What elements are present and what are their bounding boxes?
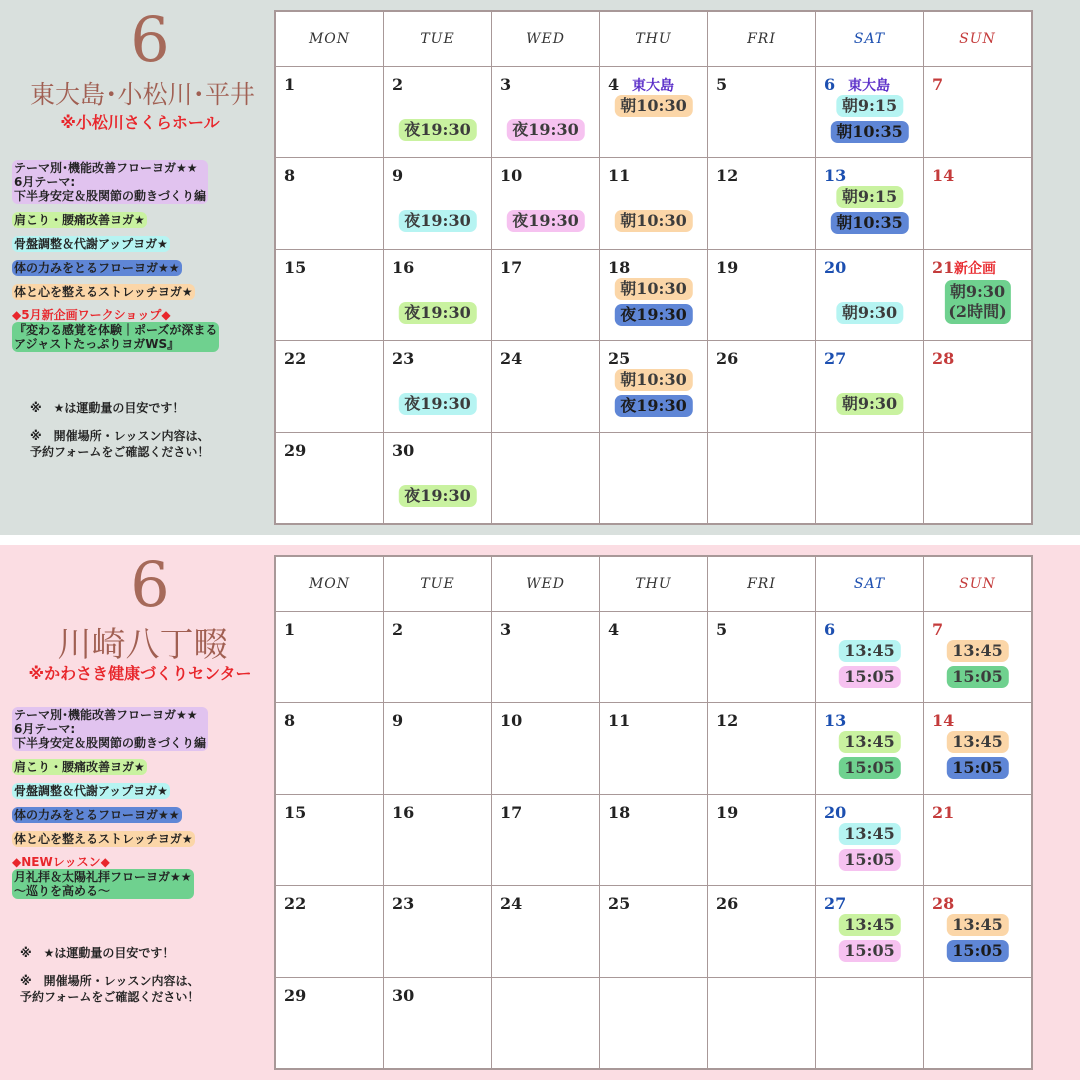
bottom-schedule-panel xyxy=(0,545,1080,1080)
day-number: 1 xyxy=(284,75,296,94)
day-number: 12 xyxy=(716,166,739,186)
weekday-sun: SUN xyxy=(924,557,1032,612)
top-place-name: 東大島･小松川･平井 xyxy=(29,80,255,109)
day-number: 29 xyxy=(284,985,307,1005)
calendar-day-cell xyxy=(816,612,924,703)
calendar-day-cell xyxy=(276,612,384,703)
lesson-time-badge[interactable]: 夜19:30 xyxy=(398,210,476,232)
legend-line: 6月テーマ: xyxy=(14,722,76,736)
bottom-legend xyxy=(0,545,275,1080)
calendar-day-cell xyxy=(708,886,816,977)
calendar-day-cell xyxy=(708,977,816,1068)
special-line: 『変わる感覚を体験｜ポーズが深まる xyxy=(14,323,218,337)
calendar-day-cell xyxy=(384,612,492,703)
legend-line: テーマ別･機能改善フローヨガ★★ xyxy=(14,161,198,175)
day-number: 15 xyxy=(284,257,307,277)
lesson-time-badge[interactable]: 15:05 xyxy=(838,757,900,779)
legend-line: 体の力みをとるフローヨガ★★ xyxy=(14,261,180,275)
day-number: 30 xyxy=(392,440,415,460)
calendar-day-cell xyxy=(492,886,600,977)
lesson-time-badge[interactable]: 15:05 xyxy=(946,757,1008,779)
day-number: 7 xyxy=(932,620,944,639)
calendar-day-cell xyxy=(708,703,816,794)
legend-line: 下半身安定＆股関節の動きづくり編 xyxy=(14,736,207,750)
day-number: 20 xyxy=(824,802,847,822)
top-notes xyxy=(30,400,275,472)
day-number: 4 xyxy=(608,75,620,94)
calendar-week-row xyxy=(276,703,1032,794)
legend-line: 肩こり・腰痛改善ヨガ★ xyxy=(14,760,145,774)
day-number: 11 xyxy=(608,711,631,731)
legend-highlight xyxy=(12,284,195,300)
weekday-sun: SUN xyxy=(924,12,1032,67)
calendar-week-row xyxy=(276,612,1032,703)
lesson-time-badge[interactable]: 15:05 xyxy=(946,940,1008,962)
weekday-header-row xyxy=(276,12,1032,67)
calendar-day-cell xyxy=(924,794,1032,885)
day-number: 17 xyxy=(500,802,523,822)
legend-highlight xyxy=(12,212,147,228)
calendar-day-cell xyxy=(816,341,924,432)
calendar-day-cell xyxy=(492,977,600,1068)
lesson-time-badge[interactable]: 13:45 xyxy=(946,914,1008,936)
day-number: 17 xyxy=(500,257,523,277)
legend-item xyxy=(12,160,274,204)
calendar-week-row xyxy=(276,977,1032,1068)
weekday-fri: FRI xyxy=(708,12,816,67)
day-number: 24 xyxy=(500,894,523,914)
calendar-day-cell xyxy=(384,67,492,158)
calendar-day-cell xyxy=(492,612,600,703)
day-number: 30 xyxy=(392,985,415,1005)
lesson-time-badge[interactable]: 朝9:15 xyxy=(836,186,903,208)
legend-line: 体と心を整えるストレッチヨガ★ xyxy=(14,832,193,846)
day-number: 14 xyxy=(932,711,955,731)
calendar-day-cell xyxy=(384,249,492,340)
day-number: 28 xyxy=(932,894,955,914)
location-tag: 東大島 xyxy=(632,78,674,94)
day-number: 8 xyxy=(284,166,296,186)
day-number: 12 xyxy=(716,711,739,731)
calendar-day-cell xyxy=(600,249,708,340)
calendar-week-row xyxy=(276,249,1032,340)
note-text: ※ 開催場所・レッスン内容は、 予約フォームをご確認ください！ xyxy=(30,429,210,459)
calendar-day-cell xyxy=(924,886,1032,977)
day-number: 29 xyxy=(284,440,307,460)
day-number: 18 xyxy=(608,257,631,277)
weekday-wed: WED xyxy=(492,12,600,67)
weekday-thu: THU xyxy=(600,557,708,612)
calendar-day-cell xyxy=(492,158,600,249)
day-number: 2 xyxy=(392,75,404,94)
day-number: 6 xyxy=(824,75,836,94)
lesson-time-badge[interactable]: 13:45 xyxy=(838,823,900,845)
day-number: 27 xyxy=(824,349,847,369)
day-number: 4 xyxy=(608,620,620,639)
day-number: 23 xyxy=(392,349,415,369)
special-line: 〜巡りを高める〜 xyxy=(14,884,111,898)
day-number: 20 xyxy=(824,257,847,277)
calendar-day-cell xyxy=(924,432,1032,523)
calendar-day-cell xyxy=(600,886,708,977)
calendar-day-cell xyxy=(600,67,708,158)
day-number: 27 xyxy=(824,894,847,914)
weekday-sat: SAT xyxy=(816,12,924,67)
legend-line: 体の力みをとるフローヨガ★★ xyxy=(14,808,180,822)
day-number: 3 xyxy=(500,620,512,639)
legend-item xyxy=(12,236,274,252)
calendar-day-cell xyxy=(600,158,708,249)
top-legend xyxy=(0,0,275,535)
calendar-day-cell xyxy=(492,432,600,523)
calendar-day-cell xyxy=(924,977,1032,1068)
calendar-day-cell xyxy=(492,703,600,794)
legend-line: 6月テーマ: xyxy=(14,175,76,189)
calendar-day-cell xyxy=(708,67,816,158)
lesson-time-badge[interactable]: 朝9:30 xyxy=(836,302,903,324)
day-number: 23 xyxy=(392,894,415,914)
day-number: 2 xyxy=(392,620,404,639)
calendar-day-cell xyxy=(924,158,1032,249)
lesson-time-text: 朝9:30 xyxy=(949,281,1006,301)
calendar-day-cell xyxy=(924,67,1032,158)
calendar-day-cell xyxy=(384,158,492,249)
special-title: ◆NEWレッスン◆ xyxy=(12,855,110,869)
day-number: 16 xyxy=(392,802,415,822)
top-legend-list xyxy=(12,160,274,360)
calendar-day-cell xyxy=(276,703,384,794)
lesson-time-badge[interactable]: 13:45 xyxy=(838,640,900,662)
special-highlight xyxy=(12,322,219,352)
legend-highlight xyxy=(12,236,170,252)
weekday-tue: TUE xyxy=(384,557,492,612)
calendar-day-cell xyxy=(492,67,600,158)
calendar-day-cell xyxy=(816,249,924,340)
day-number: 5 xyxy=(716,620,728,639)
calendar-day-cell xyxy=(816,432,924,523)
calendar-day-cell xyxy=(708,612,816,703)
note-text: ※ ★は運動量の目安です！ xyxy=(30,401,185,415)
lesson-time-badge[interactable]: 夜19:30 xyxy=(398,302,476,324)
special-item xyxy=(12,869,274,899)
calendar-day-cell xyxy=(816,158,924,249)
bottom-venue-name: ※かわさき健康づくりセンター xyxy=(28,664,252,683)
calendar-day-cell xyxy=(600,977,708,1068)
special-highlight xyxy=(12,869,194,899)
calendar-day-cell xyxy=(816,977,924,1068)
special-title: ◆5月新企画ワークショップ◆ xyxy=(12,308,171,322)
legend-line: 骨盤調整＆代謝アップヨガ★ xyxy=(14,784,168,798)
day-number: 26 xyxy=(716,894,739,914)
calendar-day-cell xyxy=(276,977,384,1068)
legend-item xyxy=(12,260,274,276)
calendar-day-cell xyxy=(276,794,384,885)
lesson-time-badge[interactable]: 15:05 xyxy=(838,940,900,962)
calendar-day-cell xyxy=(600,703,708,794)
bottom-notes xyxy=(20,945,265,1017)
calendar-day-cell xyxy=(600,432,708,523)
special-line: アジャストたっぷりヨガWS』 xyxy=(14,337,180,351)
top-calendar-table xyxy=(275,11,1032,524)
lesson-time-badge[interactable]: 夜19:30 xyxy=(398,119,476,141)
day-number: 5 xyxy=(716,75,728,94)
legend-item xyxy=(12,212,274,228)
location-tag: 東大島 xyxy=(848,78,890,94)
location-tag: 新企画 xyxy=(954,260,996,277)
day-number: 15 xyxy=(284,802,307,822)
calendar-day-cell xyxy=(276,67,384,158)
calendar-day-cell xyxy=(384,432,492,523)
day-number: 21 xyxy=(932,802,955,822)
weekday-sat: SAT xyxy=(816,557,924,612)
day-number: 19 xyxy=(716,257,739,277)
day-number: 10 xyxy=(500,711,523,731)
lesson-time-badge[interactable]: 13:45 xyxy=(946,640,1008,662)
day-number: 10 xyxy=(500,166,523,186)
lesson-time-badge[interactable]: 朝10:35 xyxy=(830,212,908,234)
calendar-day-cell xyxy=(708,432,816,523)
day-number: 13 xyxy=(824,711,847,731)
lesson-time-badge[interactable]: 夜19:30 xyxy=(614,304,692,326)
lesson-time-badge[interactable]: 朝10:30 xyxy=(614,95,692,117)
weekday-tue: TUE xyxy=(384,12,492,67)
legend-highlight xyxy=(12,759,147,775)
special-line: 月礼拝＆太陽礼拝フローヨガ★★ xyxy=(14,870,192,884)
legend-highlight xyxy=(12,260,182,276)
day-number: 8 xyxy=(284,711,296,731)
day-number: 9 xyxy=(392,711,404,731)
calendar-day-cell xyxy=(816,886,924,977)
day-number: 21 xyxy=(932,257,955,277)
legend-line: テーマ別･機能改善フローヨガ★★ xyxy=(14,708,198,722)
legend-highlight xyxy=(12,783,170,799)
calendar-day-cell xyxy=(816,794,924,885)
lesson-time-badge[interactable]: 13:45 xyxy=(838,914,900,936)
weekday-header-row xyxy=(276,557,1032,612)
calendar-week-row xyxy=(276,794,1032,885)
lesson-time-badge[interactable]: 13:45 xyxy=(946,731,1008,753)
calendar-day-cell xyxy=(924,703,1032,794)
weekday-thu: THU xyxy=(600,12,708,67)
calendar-day-cell xyxy=(924,249,1032,340)
calendar-week-row xyxy=(276,886,1032,977)
top-venue-name: ※小松川さくらホール xyxy=(60,113,220,132)
bottom-calendar-table xyxy=(275,556,1032,1069)
day-number: 14 xyxy=(932,166,955,186)
lesson-time-badge[interactable]: 15:05 xyxy=(946,666,1008,688)
lesson-time-badge[interactable]: 13:45 xyxy=(838,731,900,753)
legend-item xyxy=(12,831,274,847)
day-number: 25 xyxy=(608,894,631,914)
special-item xyxy=(12,322,274,352)
weekday-wed: WED xyxy=(492,557,600,612)
day-number: 7 xyxy=(932,75,944,94)
lesson-time-badge[interactable]: 15:05 xyxy=(838,849,900,871)
legend-item xyxy=(12,284,274,300)
day-number: 26 xyxy=(716,349,739,369)
calendar-day-cell xyxy=(924,341,1032,432)
bottom-month-number: 6 xyxy=(130,548,170,621)
weekday-mon: MON xyxy=(276,12,384,67)
lesson-time-badge[interactable]: 朝10:30 xyxy=(614,210,692,232)
weekday-fri: FRI xyxy=(708,557,816,612)
lesson-time-badge[interactable]: 夜19:30 xyxy=(398,485,476,507)
legend-item xyxy=(12,759,274,775)
day-number: 13 xyxy=(824,166,847,186)
legend-line: 肩こり・腰痛改善ヨガ★ xyxy=(14,213,145,227)
lesson-time-badge[interactable]: 夜19:30 xyxy=(614,395,692,417)
day-number: 24 xyxy=(500,349,523,369)
bottom-calendar xyxy=(274,555,1033,1070)
calendar-day-cell xyxy=(708,341,816,432)
top-calendar xyxy=(274,10,1033,525)
legend-highlight xyxy=(12,160,208,204)
day-number: 19 xyxy=(716,802,739,822)
day-number: 6 xyxy=(824,620,836,639)
calendar-day-cell xyxy=(600,794,708,885)
top-month-number: 6 xyxy=(130,3,170,76)
calendar-day-cell xyxy=(384,703,492,794)
day-number: 9 xyxy=(392,166,404,186)
legend-line: 下半身安定＆股関節の動きづくり編 xyxy=(14,189,207,203)
calendar-day-cell xyxy=(276,432,384,523)
calendar-day-cell xyxy=(816,703,924,794)
calendar-day-cell xyxy=(384,794,492,885)
calendar-week-row xyxy=(276,341,1032,432)
lesson-duration-text: (2時間) xyxy=(948,301,1007,321)
day-number: 28 xyxy=(932,349,955,369)
calendar-day-cell xyxy=(276,158,384,249)
day-number: 11 xyxy=(608,166,631,186)
top-schedule-panel xyxy=(0,0,1080,535)
day-number: 22 xyxy=(284,894,307,914)
lesson-time-badge[interactable]: 朝9:15 xyxy=(836,95,903,117)
calendar-day-cell xyxy=(600,341,708,432)
calendar-day-cell xyxy=(708,249,816,340)
calendar-day-cell xyxy=(924,612,1032,703)
weekday-mon: MON xyxy=(276,557,384,612)
calendar-day-cell xyxy=(384,341,492,432)
calendar-day-cell xyxy=(816,67,924,158)
lesson-time-badge[interactable]: 夜19:30 xyxy=(398,393,476,415)
calendar-day-cell xyxy=(600,612,708,703)
calendar-day-cell xyxy=(384,886,492,977)
calendar-day-cell xyxy=(276,249,384,340)
day-number: 16 xyxy=(392,257,415,277)
bottom-legend-list xyxy=(12,707,274,907)
note-text: ※ 開催場所・レッスン内容は、 予約フォームをご確認ください！ xyxy=(20,974,200,1004)
calendar-day-cell xyxy=(492,249,600,340)
legend-highlight xyxy=(12,707,208,751)
lesson-time-badge[interactable]: 夜19:30 xyxy=(506,210,584,232)
lesson-time-badge[interactable]: 夜19:30 xyxy=(506,119,584,141)
legend-item xyxy=(12,807,274,823)
legend-item xyxy=(12,783,274,799)
calendar-day-cell xyxy=(492,794,600,885)
bottom-place-name: 川崎八丁畷 xyxy=(57,625,228,665)
calendar-week-row xyxy=(276,432,1032,523)
legend-line: 体と心を整えるストレッチヨガ★ xyxy=(14,285,193,299)
calendar-day-cell xyxy=(384,977,492,1068)
lesson-time-badge[interactable] xyxy=(944,280,1010,324)
calendar-day-cell xyxy=(492,341,600,432)
legend-highlight xyxy=(12,831,195,847)
legend-item xyxy=(12,707,274,751)
calendar-week-row xyxy=(276,67,1032,158)
lesson-time-badge[interactable]: 朝10:30 xyxy=(614,369,692,391)
calendar-day-cell xyxy=(708,794,816,885)
note-text: ※ ★は運動量の目安です！ xyxy=(20,946,175,960)
day-number: 18 xyxy=(608,802,631,822)
lesson-time-badge[interactable]: 15:05 xyxy=(838,666,900,688)
lesson-time-badge[interactable]: 朝9:30 xyxy=(836,393,903,415)
calendar-week-row xyxy=(276,158,1032,249)
lesson-time-badge[interactable]: 朝10:30 xyxy=(614,278,692,300)
day-number: 22 xyxy=(284,349,307,369)
day-number: 1 xyxy=(284,620,296,639)
legend-highlight xyxy=(12,807,182,823)
day-number: 25 xyxy=(608,349,631,369)
calendar-day-cell xyxy=(276,886,384,977)
calendar-day-cell xyxy=(708,158,816,249)
day-number: 3 xyxy=(500,75,512,94)
legend-line: 骨盤調整＆代謝アップヨガ★ xyxy=(14,237,168,251)
calendar-day-cell xyxy=(276,341,384,432)
lesson-time-badge[interactable]: 朝10:35 xyxy=(830,121,908,143)
